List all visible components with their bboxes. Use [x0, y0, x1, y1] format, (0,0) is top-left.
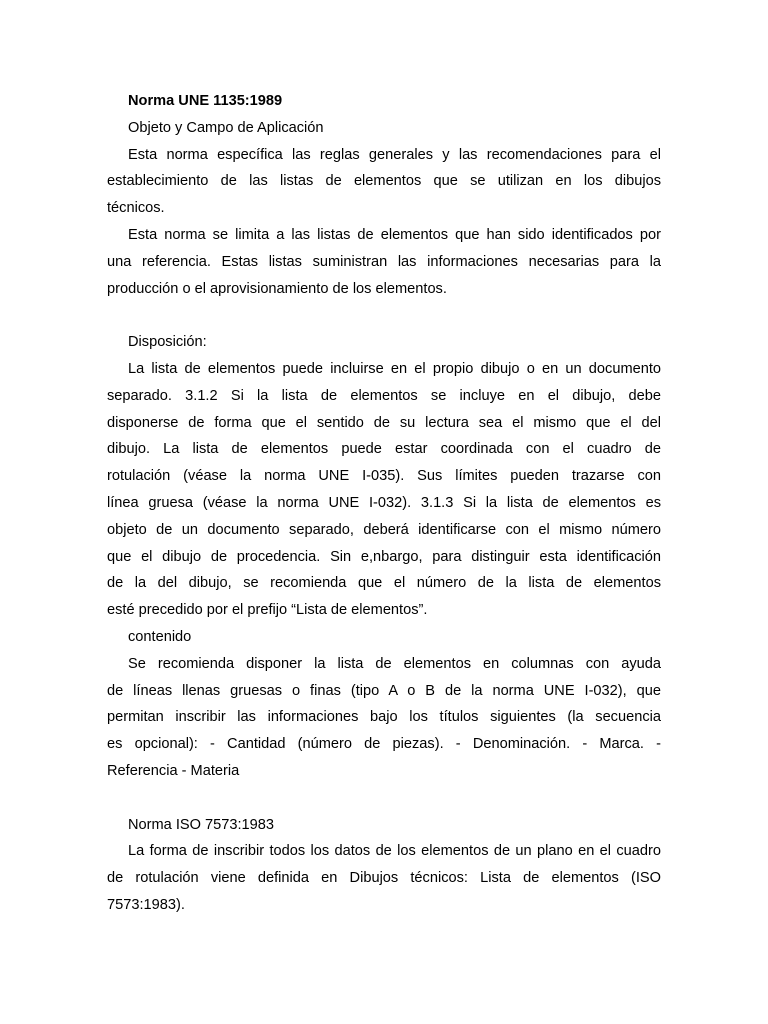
paragraph-iso [107, 838, 661, 918]
paragraph-line: Esta norma específica las reglas generales y las recomendaciones para el [128, 146, 661, 163]
paragraph-line: separado. 3.1.2 Si la lista de elementos se incluye en el dibujo, debe [107, 387, 661, 404]
section-heading-objeto: Objeto y Campo de Aplicación [128, 119, 324, 136]
paragraph-line: técnicos. [107, 200, 165, 217]
paragraph-line: La forma de inscribir todos los datos de los elementos de un plano en el cuadro [128, 843, 661, 860]
blank-line [107, 302, 661, 329]
paragraph-line: objeto de un documento separado, deberá identificarse con el mismo número [107, 521, 661, 538]
paragraph-line: línea gruesa (véase la norma UNE I-032). 3.1.3 Si la lista de elementos es [107, 494, 661, 511]
paragraph-line: de rotulación viene definida en Dibujos técnicos: Lista de elementos (ISO [107, 870, 661, 887]
paragraph-line: de la del dibujo, se recomienda que el número de la lista de elementos [107, 575, 661, 592]
section-heading-contenido: contenido [128, 628, 192, 645]
blank-line [107, 785, 661, 812]
section-heading-iso: Norma ISO 7573:1983 [128, 816, 275, 833]
paragraph-line: rotulación (véase la norma UNE I-035). Sus límites pueden trazarse con [107, 468, 661, 485]
paragraph-line: Esta norma se limita a las listas de elementos que han sido identificados por [128, 226, 661, 243]
document-title: Norma UNE 1135:1989 [128, 93, 283, 109]
paragraph-line: disponerse de forma que el sentido de su lectura sea el mismo que el del [107, 414, 661, 431]
paragraph-line: una referencia. Estas listas suministran las informaciones necesarias para la [107, 253, 661, 270]
paragraph-contenido [107, 651, 661, 785]
paragraph-limits [107, 222, 661, 302]
paragraph-scope [107, 142, 661, 222]
paragraph-line: producción o el aprovisionamiento de los elementos. [107, 280, 447, 297]
paragraph-line: 7573:1983). [107, 896, 185, 913]
document-page [107, 88, 661, 919]
paragraph-line: dibujo. La lista de elementos puede estar coordinada con el cuadro de [107, 441, 661, 458]
paragraph-line: permitan inscribir las informaciones bajo los títulos siguientes (la secuencia [107, 709, 661, 726]
paragraph-line: es opcional): - Cantidad (número de piezas). - Denominación. - Marca. - [107, 736, 661, 753]
paragraph-line: La lista de elementos puede incluirse en el propio dibujo o en un documento [128, 360, 661, 377]
paragraph-disposicion [107, 356, 661, 624]
paragraph-line: establecimiento de las listas de elementos que se utilizan en los dibujos [107, 173, 661, 190]
paragraph-line: de líneas llenas gruesas o finas (tipo A o B de la norma UNE I-032), que [107, 682, 661, 699]
paragraph-line: que el dibujo de procedencia. Sin e,nbargo, para distinguir esta identificación [107, 548, 661, 565]
section-heading-disposicion: Disposición: [128, 334, 207, 351]
paragraph-line: Se recomienda disponer la lista de elementos en columnas con ayuda [128, 655, 661, 672]
paragraph-line: esté precedido por el prefijo “Lista de elementos”. [107, 602, 428, 619]
paragraph-line: Referencia - Materia [107, 762, 240, 779]
